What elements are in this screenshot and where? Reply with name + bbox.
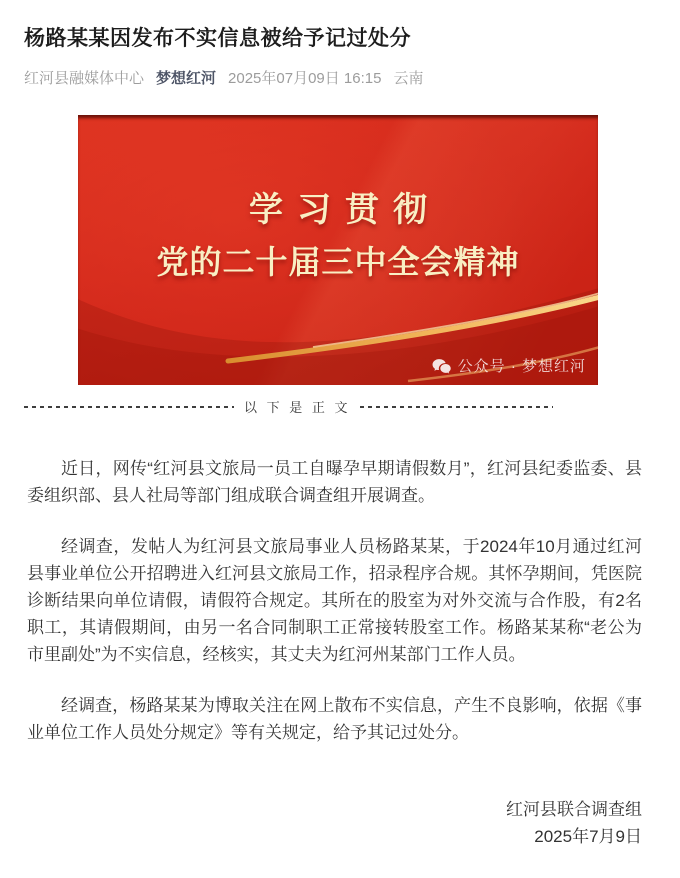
article-header	[0, 0, 680, 88]
article-meta	[24, 67, 656, 88]
article-paragraph: 近日，网传“红河县文旅局一员工自曝孕早期请假数月”，红河县纪委监委、县委组织部、县人社局等部门组成联合调查组开展调查。	[27, 459, 642, 505]
banner-headline-line2: 党的二十届三中全会精神	[156, 244, 520, 280]
banner-watermark	[432, 355, 586, 376]
signoff-org: 红河县联合调查组	[506, 800, 642, 819]
article-paragraph: 经调查，发帖人为红河县文旅局事业人员杨路某某，于2024年10月通过红河县事业单位公开招聘进入红河县文旅局工作，招录程序合规。其怀孕期间，凭医院诊断结果向单位请假，请假符合规定。其所在的股室为对外交流与合作股，有2名职工，其请假期间，由另一名合同制职工正常接转股室工作。杨路某某称“老公为市里副处”为不实信息，经核实，其丈夫为红河州某部门工作人员。	[27, 537, 642, 664]
divider-dash-left	[24, 406, 234, 408]
banner-watermark-text: 公众号 · 梦想红河	[457, 358, 586, 375]
article-body	[0, 455, 680, 878]
meta-region: 云南	[393, 70, 424, 87]
article-title: 杨路某某因发布不实信息被给予记过处分	[24, 27, 411, 50]
banner-headline	[78, 191, 598, 280]
divider-label: 以 下 是 正 文	[244, 400, 351, 415]
meta-datetime: 2025年07月09日 16:15	[228, 70, 382, 87]
signoff-date: 2025年7月9日	[534, 827, 642, 846]
body-divider	[24, 397, 553, 416]
meta-source: 红河县融媒体中心	[24, 70, 145, 87]
banner-image[interactable]	[78, 115, 598, 385]
article-signoff	[27, 796, 642, 878]
banner-headline-line1: 学习贯彻	[249, 191, 441, 229]
article-paragraph: 经调查，杨路某某为博取关注在网上散布不实信息，产生不良影响，依据《事业单位工作人员处分规定》等有关规定，给予其记过处分。	[27, 696, 642, 742]
wechat-icon	[432, 358, 451, 374]
meta-account-link[interactable]: 梦想红河	[156, 70, 217, 87]
divider-dash-right	[360, 406, 553, 408]
